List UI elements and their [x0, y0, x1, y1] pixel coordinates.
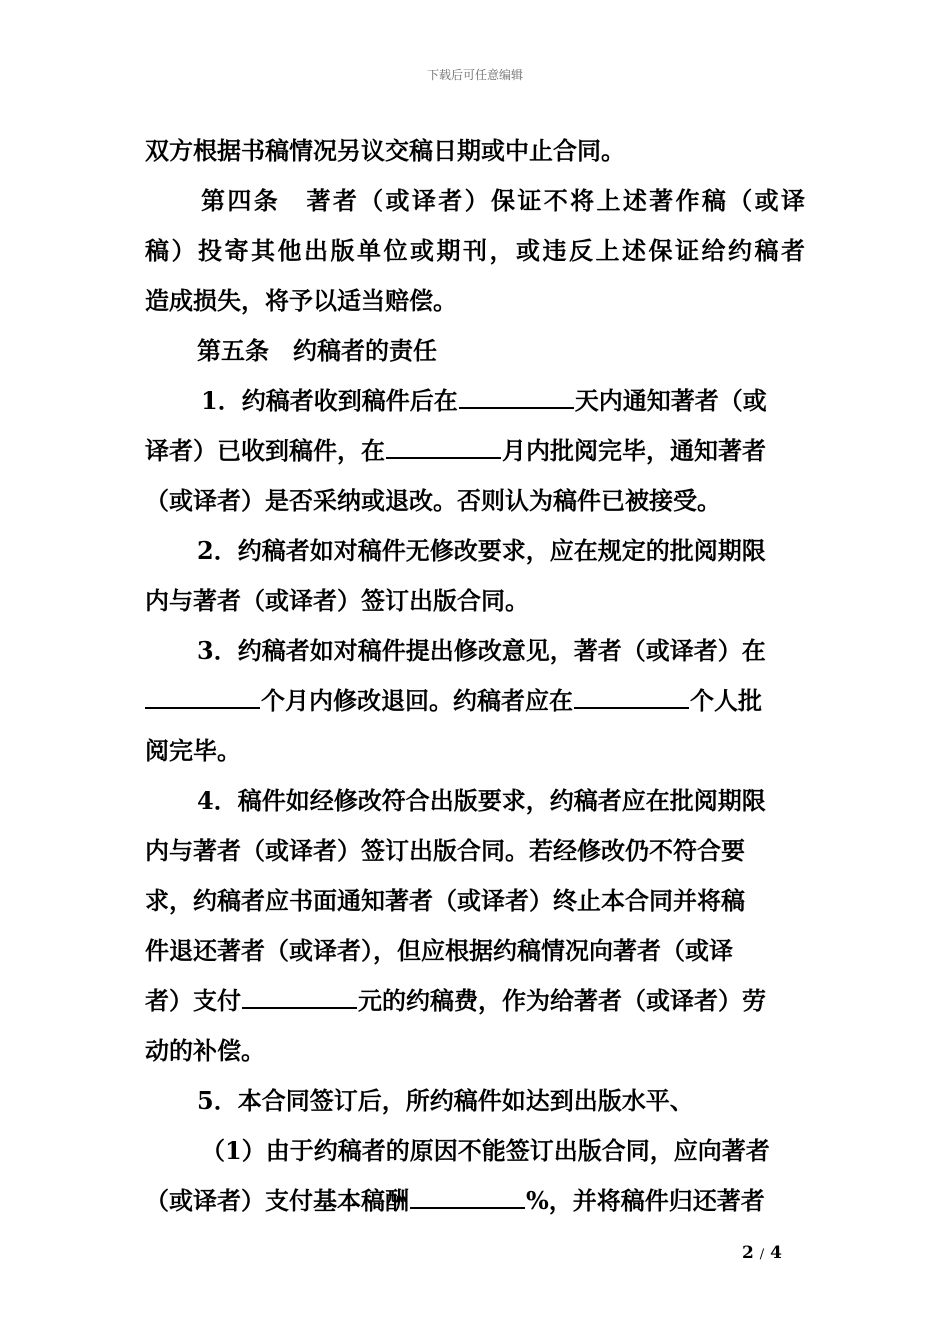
text-line: （或译者）支付基本稿酬 %，并将稿件归还著者 — [145, 1176, 765, 1226]
text-line: 译者）已收到稿件，在 月内批阅完毕，通知著者 — [145, 426, 766, 476]
text-line: 第四条 著者（或译者）保证不将上述著作稿（或译 — [201, 186, 805, 215]
fill-in-blank[interactable] — [386, 431, 501, 459]
text-line: 动的补偿。 — [145, 1036, 265, 1065]
page-header: 下载后可任意编辑 — [426, 68, 523, 82]
fill-in-blank[interactable] — [242, 981, 357, 1009]
fill-in-blank[interactable] — [410, 1181, 525, 1209]
text-line: 个月内修改退回。约稿者应在 个人批 — [145, 676, 762, 726]
text-line: 内与著者（或译者）签订出版合同。 — [145, 586, 529, 615]
page-number — [742, 1243, 782, 1263]
total-pages: 4 — [770, 1243, 782, 1263]
text-line: 4．稿件如经修改符合出版要求，约稿者应在批阅期限 — [197, 786, 766, 815]
text-line: 3．约稿者如对稿件提出修改意见，著者（或译者）在 — [197, 636, 766, 665]
text-line: 双方根据书稿情况另议交稿日期或中止合同。 — [145, 136, 625, 165]
text-line: 5．本合同签订后，所约稿件如达到出版水平、 — [197, 1086, 694, 1115]
text-line: 阅完毕。 — [145, 736, 241, 765]
text-line: （或译者）是否采纳或退改。否则认为稿件已被接受。 — [145, 486, 721, 515]
text-line: 求，约稿者应书面通知著者（或译者）终止本合同并将稿 — [145, 886, 745, 915]
text-line: （1）由于约稿者的原因不能签订出版合同，应向著者 — [201, 1136, 770, 1165]
page-separator: / — [759, 1247, 765, 1262]
fill-in-blank[interactable] — [459, 381, 574, 409]
text-line: 内与著者（或译者）签订出版合同。若经修改仍不符合要 — [145, 836, 745, 865]
fill-in-blank[interactable] — [145, 681, 260, 709]
text-line: 件退还著者（或译者），但应根据约稿情况向著者（或译 — [145, 936, 733, 965]
fill-in-blank[interactable] — [574, 681, 689, 709]
text-line: 1．约稿者收到稿件后在 天内通知著者（或 — [201, 376, 767, 426]
section-heading: 第五条 约稿者的责任 — [197, 336, 437, 365]
text-line: 稿）投寄其他出版单位或期刊，或违反上述保证给约稿者 — [145, 236, 805, 265]
text-line: 造成损失，将予以适当赔偿。 — [145, 286, 457, 315]
text-line: 2．约稿者如对稿件无修改要求，应在规定的批阅期限 — [197, 536, 766, 565]
current-page: 2 — [742, 1243, 754, 1263]
text-line: 者）支付 元的约稿费，作为给著者（或译者）劳 — [145, 976, 766, 1026]
